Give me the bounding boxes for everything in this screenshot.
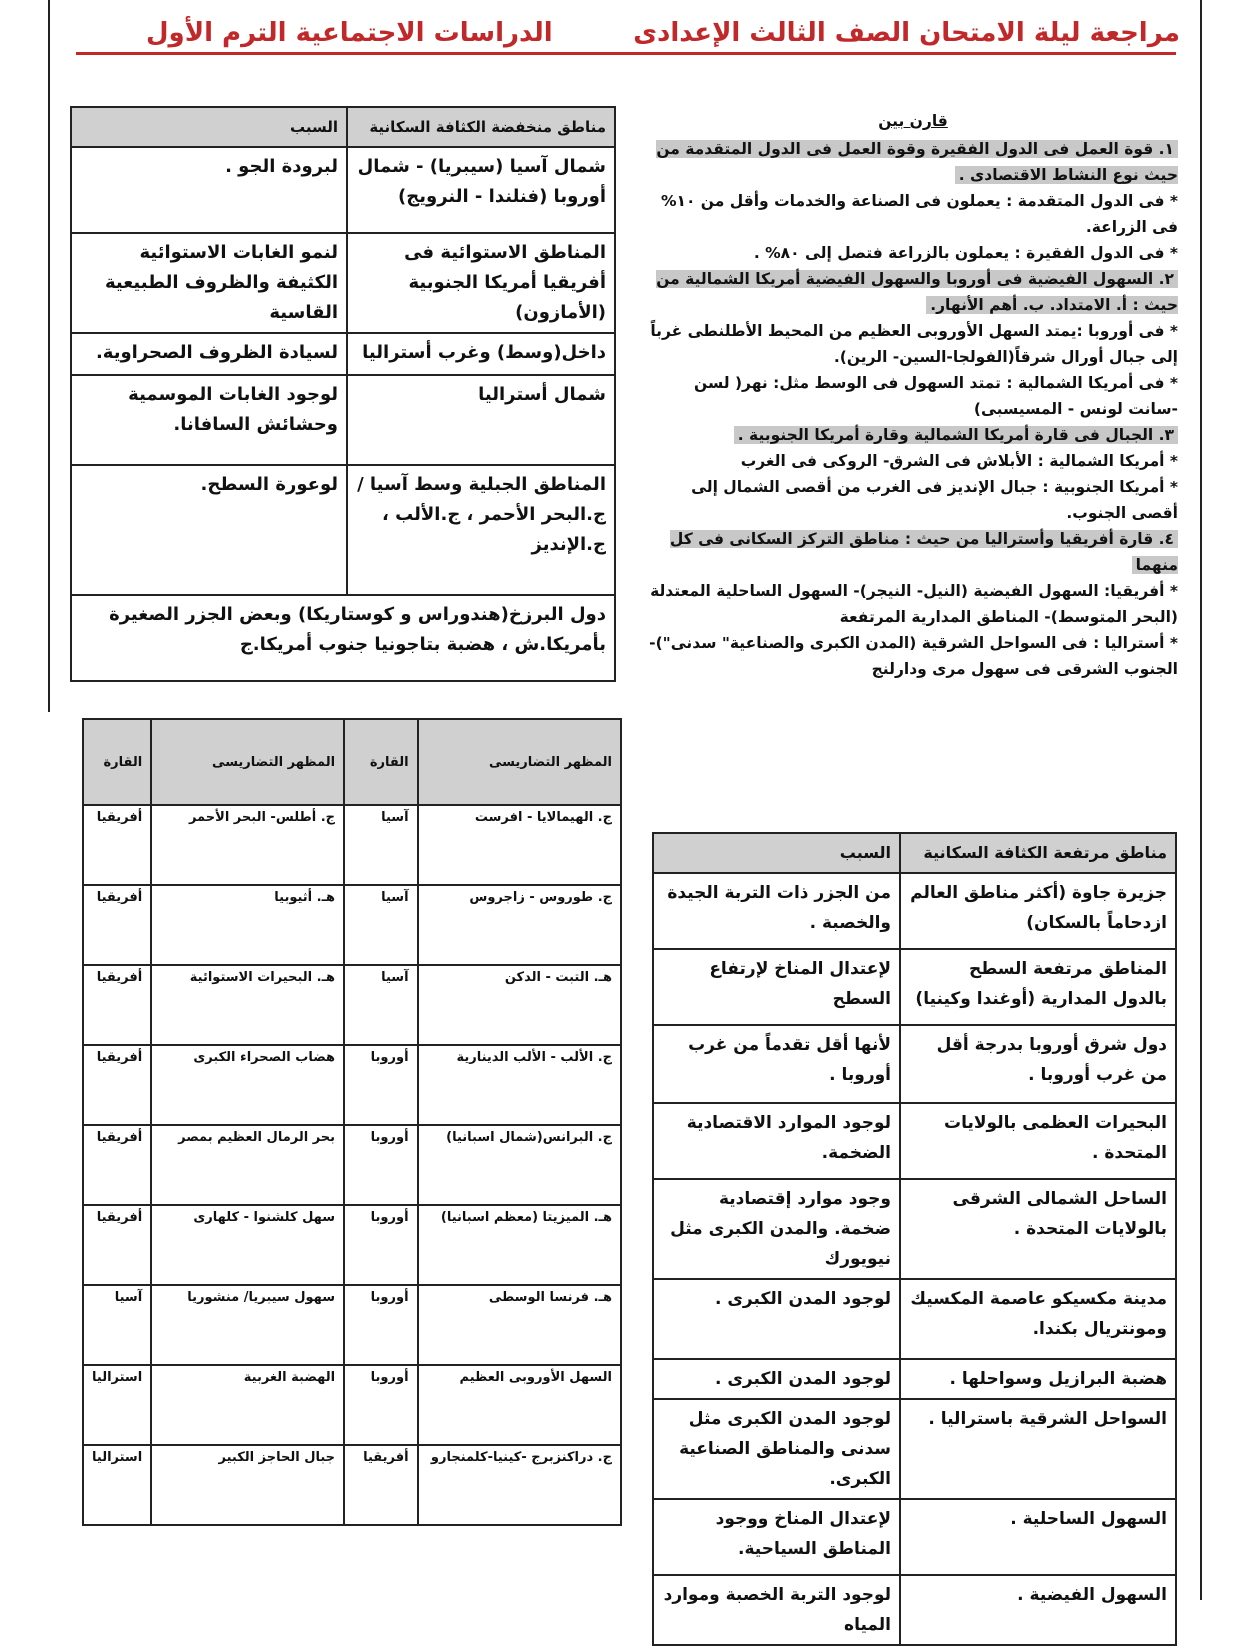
high-density-head-region: مناطق مرتفعة الكثافة السكانية bbox=[900, 833, 1176, 873]
relief-continent: آسيا bbox=[344, 805, 418, 885]
relief-continent: آسيا bbox=[344, 885, 418, 965]
relief-continent: أفريقيا bbox=[83, 1045, 151, 1125]
compare-q3-b: * أمريكا الجنوبية : جبال الإنديز فى الغرب من أقصى الشمال إلى أقصى الجنوب. bbox=[691, 478, 1178, 522]
compare-q3: ٣. الجبال فى قارة أمريكا الشمالية وقارة أمريكا الجنوبية . bbox=[734, 426, 1178, 444]
low-density-head-region: مناطق منخفضة الكثافة السكانية bbox=[347, 107, 615, 147]
low-density-reason: لبرودة الجو . bbox=[71, 147, 347, 233]
relief-feature: هضاب الصحراء الكبرى bbox=[151, 1045, 344, 1125]
table-row bbox=[83, 1205, 621, 1285]
low-density-reason: لسيادة الظروف الصحراوية. bbox=[71, 333, 347, 375]
relief-feature: بحر الرمال العظيم بمصر bbox=[151, 1125, 344, 1205]
high-density-region: مدينة مكسيكو عاصمة المكسيك ومونتريال بكندا. bbox=[900, 1279, 1176, 1359]
relief-continent: أوروبا bbox=[344, 1125, 418, 1205]
relief-continent: أوروبا bbox=[344, 1205, 418, 1285]
relief-table bbox=[82, 718, 622, 1526]
low-density-table bbox=[70, 106, 616, 682]
high-density-region: السهول الفيضية . bbox=[900, 1575, 1176, 1645]
frame-right-line bbox=[1200, 0, 1202, 1600]
high-density-reason: لوجود المدن الكبرى . bbox=[653, 1359, 900, 1399]
relief-feature: سهول سيبريا/ منشوريا bbox=[151, 1285, 344, 1365]
table-row bbox=[83, 965, 621, 1045]
relief-continent: أوروبا bbox=[344, 1045, 418, 1125]
relief-feature: ج. دراكنزبرج -كينيا-كلمنجارو bbox=[418, 1445, 621, 1525]
relief-feature: جبال الحاجز الكبير bbox=[151, 1445, 344, 1525]
relief-feature: ج. الهيمالايا - افرست bbox=[418, 805, 621, 885]
relief-head-feature: المظهر التضاريسى bbox=[151, 719, 344, 805]
high-density-reason: وجود موارد إقتصادية ضخمة. والمدن الكبرى مثل نيويورك bbox=[653, 1179, 900, 1279]
relief-continent: آسيا bbox=[83, 1285, 151, 1365]
relief-continent: آسيا bbox=[344, 965, 418, 1045]
compare-q2: ٢. السهول الفيضية فى أوروبا والسهول الفيضية أمريكا الشمالية من حيث : أ. الامتداد. ب. أهم الأنهار. bbox=[656, 270, 1178, 314]
high-density-region: دول شرق أوروبا بدرجة أقل من غرب أوروبا . bbox=[900, 1025, 1176, 1103]
table-row bbox=[71, 147, 615, 233]
table-row bbox=[653, 1575, 1176, 1645]
compare-q1-b: * فى الدول الفقيرة : يعملون بالزراعة فتصل إلى ٨٠% . bbox=[753, 244, 1178, 262]
high-density-reason: من الجزر ذات التربة الجيدة والخصبة . bbox=[653, 873, 900, 949]
high-density-reason: لأنها أقل تقدماً من غرب أوروبا . bbox=[653, 1025, 900, 1103]
high-density-region: هضبة البرازيل وسواحلها . bbox=[900, 1359, 1176, 1399]
high-density-region: المناطق مرتفعة السطح بالدول المدارية (أوغندا وكينيا) bbox=[900, 949, 1176, 1025]
compare-section bbox=[648, 108, 1178, 682]
low-density-region: داخل(وسط) وغرب أستراليا bbox=[347, 333, 615, 375]
table-row bbox=[653, 873, 1176, 949]
relief-continent: أفريقيا bbox=[83, 1125, 151, 1205]
table-row bbox=[71, 465, 615, 595]
frame-left-line bbox=[48, 0, 50, 712]
header-underline bbox=[76, 52, 1176, 55]
relief-feature: هـ. البحيرات الاستوائية bbox=[151, 965, 344, 1045]
relief-continent: أوروبا bbox=[344, 1365, 418, 1445]
header-title-subject: الدراسات الاجتماعية الترم الأول bbox=[146, 18, 553, 48]
table-row bbox=[83, 885, 621, 965]
table-row bbox=[83, 1045, 621, 1125]
high-density-head-reason: السبب bbox=[653, 833, 900, 873]
high-density-reason: لإعتدال المناخ لإرتفاع السطح bbox=[653, 949, 900, 1025]
table-row bbox=[653, 949, 1176, 1025]
compare-q4-a: * أفريقيا: السهول الفيضية (النيل- النيجر)- السهول الساحلية المعتدلة (البحر المتوسط)- المناطق المدارية المرتفعة bbox=[650, 582, 1178, 626]
low-density-head-reason: السبب bbox=[71, 107, 347, 147]
table-row bbox=[653, 1179, 1176, 1279]
table-row bbox=[71, 233, 615, 333]
relief-continent: استراليا bbox=[83, 1445, 151, 1525]
table-row bbox=[653, 1499, 1176, 1575]
relief-feature: هـ. أثيوبيا bbox=[151, 885, 344, 965]
low-density-region: شمال أستراليا bbox=[347, 375, 615, 465]
relief-feature: هـ. التبت - الدكن bbox=[418, 965, 621, 1045]
table-row bbox=[83, 1365, 621, 1445]
header-title-grade: مراجعة ليلة الامتحان الصف الثالث الإعدادى bbox=[633, 18, 1180, 48]
low-density-reason: لوعورة السطح. bbox=[71, 465, 347, 595]
high-density-region: جزيرة جاوة (أكثر مناطق العالم ازدحاماً بالسكان) bbox=[900, 873, 1176, 949]
compare-q1-a: * فى الدول المتقدمة : يعملون فى الصناعة والخدمات وأقل من ١٠% فى الزراعة. bbox=[660, 192, 1178, 236]
compare-q4: ٤. قارة أفريقيا وأستراليا من حيث : مناطق التركز السكانى فى كل منهما bbox=[669, 530, 1178, 574]
table-row bbox=[653, 1025, 1176, 1103]
relief-continent: أفريقيا bbox=[83, 885, 151, 965]
high-density-reason: لوجود الموارد الاقتصادية الضخمة. bbox=[653, 1103, 900, 1179]
low-density-region: المناطق الاستوائية فى أفريقيا أمريكا الجنوبية (الأمازون) bbox=[347, 233, 615, 333]
high-density-reason: لإعتدال المناخ ووجود المناطق السياحية. bbox=[653, 1499, 900, 1575]
compare-q1: ١. قوة العمل فى الدول الفقيرة وقوة العمل فى الدول المتقدمة من حيث نوع النشاط الاقتصادى . bbox=[656, 140, 1178, 184]
table-row bbox=[83, 1125, 621, 1205]
relief-head-continent: القارة bbox=[344, 719, 418, 805]
relief-feature: السهل الأوروبى العظيم bbox=[418, 1365, 621, 1445]
low-density-region: المناطق الجبلية وسط آسيا /ج.البحر الأحمر ، ج.الألب ، ج.الإنديز bbox=[347, 465, 615, 595]
high-density-reason: لوجود التربة الخصبة وموارد المياه bbox=[653, 1575, 900, 1645]
relief-continent: أفريقيا bbox=[344, 1445, 418, 1525]
relief-feature: ج. الألب - الألب الدينارية bbox=[418, 1045, 621, 1125]
compare-title: قارن بين bbox=[878, 112, 948, 130]
high-density-region: البحيرات العظمى بالولايات المتحدة . bbox=[900, 1103, 1176, 1179]
low-density-footer: دول البرزخ(هندوراس و كوستاريكا) وبعض الجزر الصغيرة بأمريكا.ش ، هضبة بتاجونيا جنوب أمريكا.ج bbox=[71, 595, 615, 681]
table-row bbox=[83, 1445, 621, 1525]
low-density-reason: لوجود الغابات الموسمية وحشائش السافانا. bbox=[71, 375, 347, 465]
relief-continent: أفريقيا bbox=[83, 965, 151, 1045]
relief-feature: ج. البرانس(شمال اسبانيا) bbox=[418, 1125, 621, 1205]
compare-q2-b: * فى أمريكا الشمالية : تمتد السهول فى الوسط مثل: نهر( لسن -سانت لونس - المسيسبى) bbox=[694, 374, 1178, 418]
table-row bbox=[653, 1103, 1176, 1179]
table-row bbox=[653, 1399, 1176, 1499]
high-density-region: الساحل الشمالى الشرقى بالولايات المتحدة . bbox=[900, 1179, 1176, 1279]
relief-feature: هـ. فرنسا الوسطى bbox=[418, 1285, 621, 1365]
relief-feature: ج. طوروس - زاجروس bbox=[418, 885, 621, 965]
relief-feature: سهل كلشنوا - كلهارى bbox=[151, 1205, 344, 1285]
relief-continent: استراليا bbox=[83, 1365, 151, 1445]
relief-feature: ج. أطلس- البحر الأحمر bbox=[151, 805, 344, 885]
table-row bbox=[71, 333, 615, 375]
relief-continent: أفريقيا bbox=[83, 805, 151, 885]
relief-feature: هـ. الميزيتا (معظم اسبانيا) bbox=[418, 1205, 621, 1285]
table-row bbox=[83, 1285, 621, 1365]
relief-continent: أوروبا bbox=[344, 1285, 418, 1365]
relief-head-feature: المظهر التضاريسى bbox=[418, 719, 621, 805]
table-row bbox=[71, 595, 615, 681]
relief-feature: الهضبة الغربية bbox=[151, 1365, 344, 1445]
low-density-region: شمال آسيا (سيبريا) - شمال أوروبا (فنلندا - النرويج) bbox=[347, 147, 615, 233]
compare-q2-a: * فى أوروبا :يمتد السهل الأوروبى العظيم من المحيط الأطلنطى غرباً إلى جبال أورال شرقاً(الفولجا-السين- الرين). bbox=[650, 322, 1178, 366]
relief-continent: أفريقيا bbox=[83, 1205, 151, 1285]
high-density-reason: لوجود المدن الكبرى . bbox=[653, 1279, 900, 1359]
high-density-table bbox=[652, 832, 1177, 1646]
table-row bbox=[83, 805, 621, 885]
relief-head-continent: القارة bbox=[83, 719, 151, 805]
low-density-reason: لنمو الغابات الاستوائية الكثيفة والظروف الطبيعية القاسية bbox=[71, 233, 347, 333]
compare-q3-a: * أمريكا الشمالية : الأبلاش فى الشرق- الروكى فى الغرب bbox=[740, 452, 1178, 470]
table-row bbox=[653, 1279, 1176, 1359]
table-row bbox=[71, 375, 615, 465]
table-row bbox=[653, 1359, 1176, 1399]
high-density-reason: لوجود المدن الكبرى مثل سدنى والمناطق الصناعية الكبرى. bbox=[653, 1399, 900, 1499]
high-density-region: السهول الساحلية . bbox=[900, 1499, 1176, 1575]
high-density-region: السواحل الشرقية باستراليا . bbox=[900, 1399, 1176, 1499]
compare-q4-b: * أستراليا : فى السواحل الشرقية (المدن الكبرى والصناعية" سدنى")- الجنوب الشرقى فى سهول مرى ودارلنج bbox=[649, 634, 1178, 678]
